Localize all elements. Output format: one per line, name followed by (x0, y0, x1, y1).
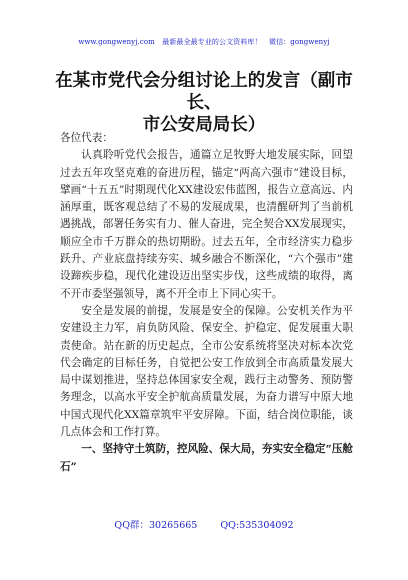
section-heading-1: 一、坚持守土筑防，控风险、保大局，夯实安全稳定“压舱石” (60, 443, 353, 473)
document-body (60, 130, 353, 476)
document-title (54, 70, 354, 136)
qq-number: QQ:535304092 (220, 520, 294, 531)
site-slogan: 最新最全最专业的公文资料库！ (162, 38, 262, 46)
qq-group: QQ群：30265665 (114, 520, 198, 531)
title-line-2: 市公安局局长） (142, 115, 266, 135)
wechat-id: 微信：gongwenyj (268, 38, 330, 46)
site-url[interactable]: www.gongwenyj.com (78, 38, 155, 46)
site-header (0, 38, 408, 47)
salutation: 各位代表： (60, 132, 113, 144)
title-line-1: 在某市党代会分组讨论上的发言（副市长、 (55, 71, 353, 113)
paragraph-2: 安全是发展的前提，发展是安全的保障。公安机关作为平安建设主力军，肩负防风险、保安全、护稳定、促发展重大职责使命。站在新的历史起点，全市公安系统将坚决对标本次党代会确定的目标任务，自觉把公安工作放到全市高质量发展大局中谋划推进，坚持总体国家安全观，践行主动警务、预防警务理念，以高水平安全护航高质量发展，为奋力谱写中原大地中国式现代化XX篇章筑牢平安屏障。下面，结合岗位职能，谈几点体会和工作打算。 (60, 304, 353, 439)
paragraph-1: 认真聆听党代会报告，通篇立足牧野大地发展实际，回望过去五年攻坚克难的奋进历程，锚定“两高六强市”建设目标，擘画“十五五”时期现代化XX建设宏伟蓝图，报告立意高远、内涵厚重，既客观总结了不易的发展成果，也清醒研判了当前机遇挑战，部署任务实有力、催人奋进，完全契合XX发展现实，顺应全市千万群众的热切期盼。过去五年，全市经济实力稳步跃升、产业底盘持续夯实、城乡融合不断深化，“六个强市”建设蹄疾步稳，现代化建设迈出坚实步伐，这些成绩的取得，离不开市委坚强领导，离不开全市上下同心实干。 (60, 149, 353, 300)
contact-footer (0, 520, 408, 532)
